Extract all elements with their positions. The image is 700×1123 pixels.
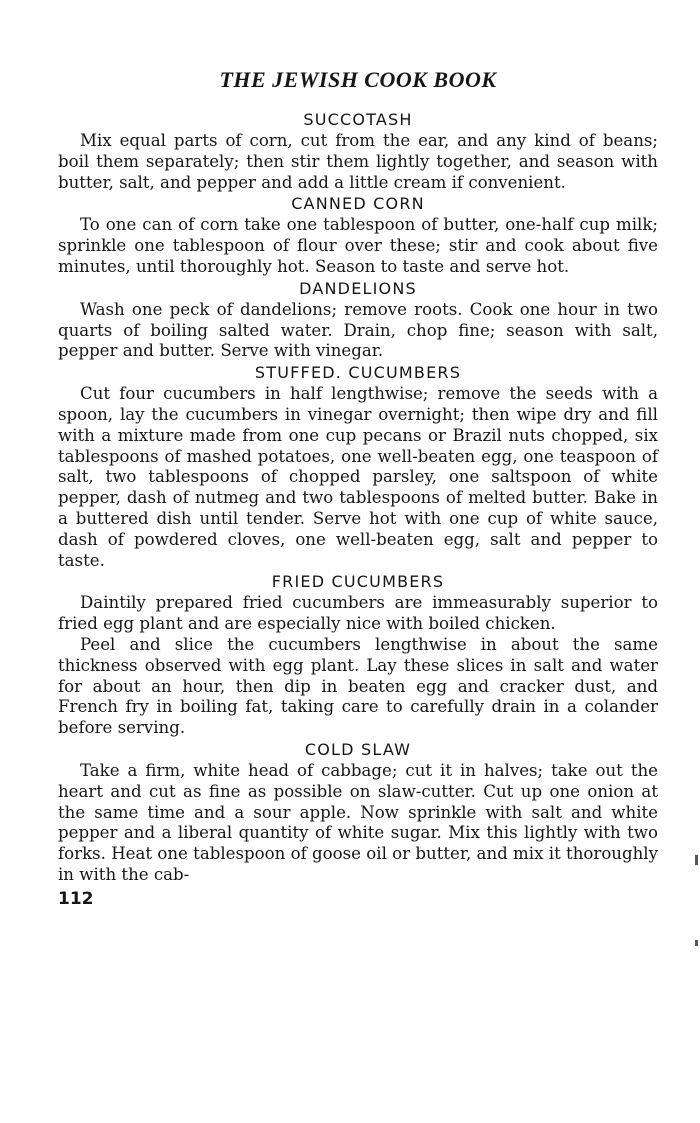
recipe-heading: SUCCOTASH [303, 110, 413, 129]
recipe-succotash [58, 109, 658, 193]
recipe-paragraph: Cut four cucumbers in half lengthwise; remove the seeds with a spoon, lay the cucumbers in vinegar overnight; then wipe dry and fill with a mixture made from one cup pecans or Brazil nuts chopped, six tablespoons of mashed potatoes, one well-beaten egg, one teaspoon of salt, two tablespoons of chopped parsley, one saltspoon of white pepper, dash of nutmeg and two tablespoons of melted butter. Bake in a buttered dish until tender. Serve hot with one cup of white sauce, dash of powdered cloves, one well-beaten egg, salt and pepper to taste. [58, 384, 658, 570]
running-title: THE JEWISH COOK BOOK [219, 67, 497, 92]
recipe-paragraph: Peel and slice the cucumbers lengthwise in about the same thickness observed with egg plant. Lay these slices in salt and water for about an hour, then dip in beaten egg and cracker dust, and French fry in boiling fat, taking care to carefully drain in a colander before serving. [58, 634, 658, 738]
recipe-dandelions [58, 278, 658, 362]
recipe-paragraph: Daintily prepared fried cucumbers are immeasurably superior to fried egg plant and are especially nice with boiled chicken. [58, 593, 658, 634]
recipe-paragraph: Mix equal parts of corn, cut from the ear, and any kind of beans; boil them separately; then stir them lightly together, and season with butter, salt, and pepper and add a little cream if convenient. [58, 131, 658, 192]
book-page [58, 66, 658, 910]
recipe-paragraph: To one can of corn take one tablespoon of butter, one-half cup milk; sprinkle one tablespoon of flour over these; stir and cook about five minutes, until thoroughly hot. Season to taste and serve hot. [58, 215, 658, 276]
recipe-fried-cucumbers [58, 571, 658, 739]
recipe-canned-corn [58, 193, 658, 277]
margin-speck [695, 940, 698, 946]
recipe-stuffed-cucumbers [58, 362, 658, 571]
recipe-cold-slaw [58, 739, 658, 886]
recipe-heading: DANDELIONS [299, 278, 417, 298]
margin-speck [695, 855, 698, 865]
recipe-heading: COLD SLAW [304, 739, 412, 759]
recipe-heading: FRIED CUCUMBERS [271, 572, 445, 592]
recipe-paragraph: Wash one peck of dandelions; remove roots. Cook one hour in two quarts of boiling salted water. Drain, chop fine; season with salt, pepper and butter. Serve with vinegar. [58, 299, 658, 361]
recipe-heading: CANNED CORN [291, 194, 425, 214]
recipe-paragraph: Take a firm, white head of cabbage; cut it in halves; take out the heart and cut as fine as possible on slaw-cutter. Cut up one onion at the same time and a sour apple. Now sprinkle with salt and white pepper and a liberal quantity of white sugar. Mix this lightly with two forks. Heat one tablespoon of goose oil or butter, and mix it thoroughly in with the cab- [58, 760, 658, 884]
recipe-heading: STUFFED. CUCUMBERS [254, 363, 462, 383]
page-number: 112 [58, 888, 94, 909]
